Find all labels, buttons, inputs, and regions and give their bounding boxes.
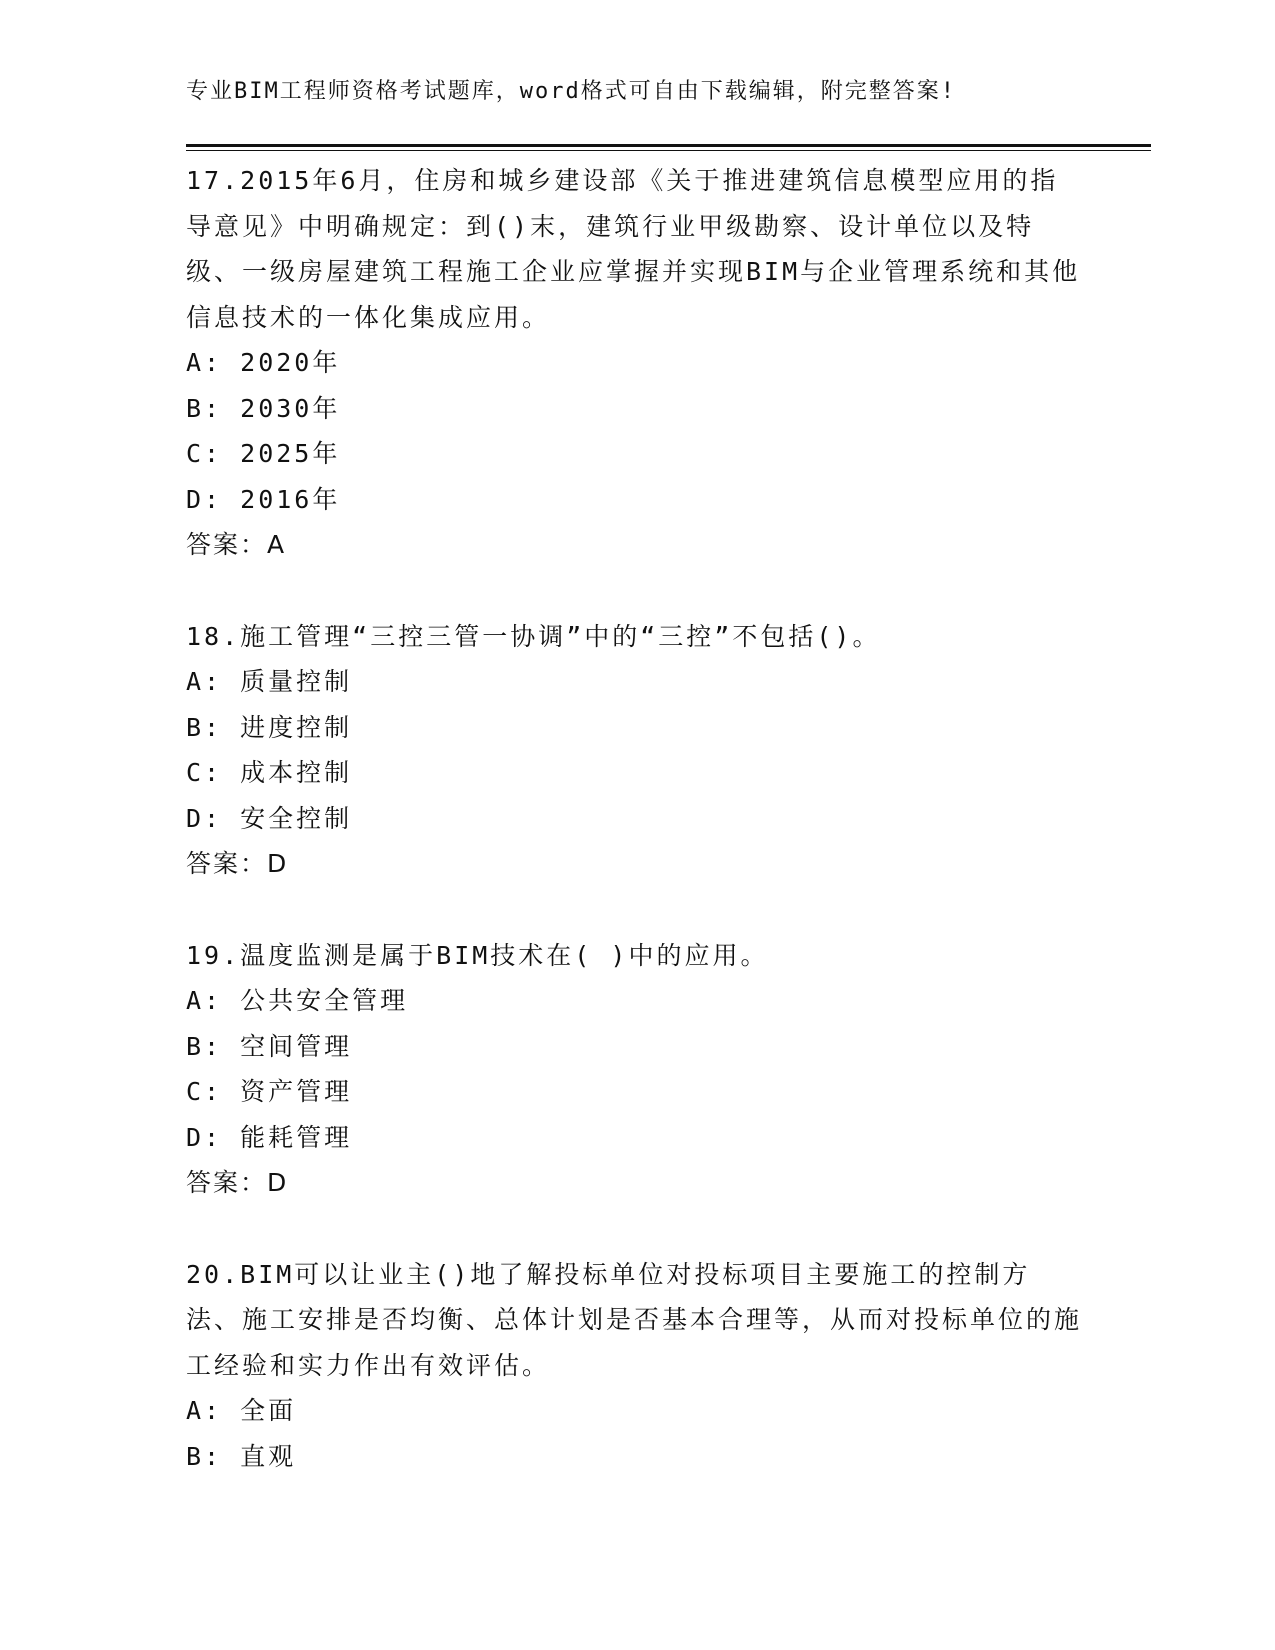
spacer <box>186 568 1086 614</box>
option-a: A: 2020年 <box>186 348 341 377</box>
question-20 <box>186 1252 1086 1480</box>
option-d: D: 能耗管理 <box>186 1122 353 1152</box>
option-c: C: 成本控制 <box>186 758 353 787</box>
option-b: B: 进度控制 <box>186 712 353 742</box>
question-17 <box>186 158 1086 568</box>
spacer <box>186 887 1086 933</box>
question-text: 17.2015年6月，住房和城乡建设部《关于推进建筑信息模型应用的指导意见》中明确规定：到()末，建筑行业甲级勘察、设计单位以及特级、一级房屋建筑工程施工企业应掌握并实现BIM与企业管理系统和其他信息技术的一体化集成应用。 <box>186 166 1081 332</box>
option-c: C: 资产管理 <box>186 1077 353 1106</box>
option-b: B: 2030年 <box>186 393 341 423</box>
question-19 <box>186 933 1086 1206</box>
option-d: D: 安全控制 <box>186 803 353 833</box>
option-a: A: 质量控制 <box>186 667 353 696</box>
question-list <box>186 158 1086 1479</box>
option-a: A: 全面 <box>186 1396 297 1425</box>
header-rule-thin <box>186 150 1151 151</box>
option-d: D: 2016年 <box>186 484 341 514</box>
question-18 <box>186 614 1086 887</box>
header-rule-thick <box>186 144 1151 147</box>
answer: 答案：A <box>186 530 287 559</box>
option-c: C: 2025年 <box>186 439 341 468</box>
question-text: 18.施工管理“三控三管一协调”中的“三控”不包括()。 <box>186 621 881 651</box>
question-text: 20.BIM可以让业主()地了解投标单位对投标项目主要施工的控制方法、施工安排是否均衡、总体计划是否基本合理等，从而对投标单位的施工经验和实力作出有效评估。 <box>186 1259 1083 1380</box>
option-b: B: 直观 <box>186 1441 297 1471</box>
page-header: 专业BIM工程师资格考试题库，word格式可自由下载编辑，附完整答案! <box>186 79 956 104</box>
question-text: 19.温度监测是属于BIM技术在( )中的应用。 <box>186 940 769 970</box>
option-a: A: 公共安全管理 <box>186 986 409 1015</box>
spacer <box>186 1206 1086 1252</box>
answer: 答案：D <box>186 849 289 878</box>
option-b: B: 空间管理 <box>186 1031 353 1061</box>
answer: 答案：D <box>186 1168 289 1197</box>
